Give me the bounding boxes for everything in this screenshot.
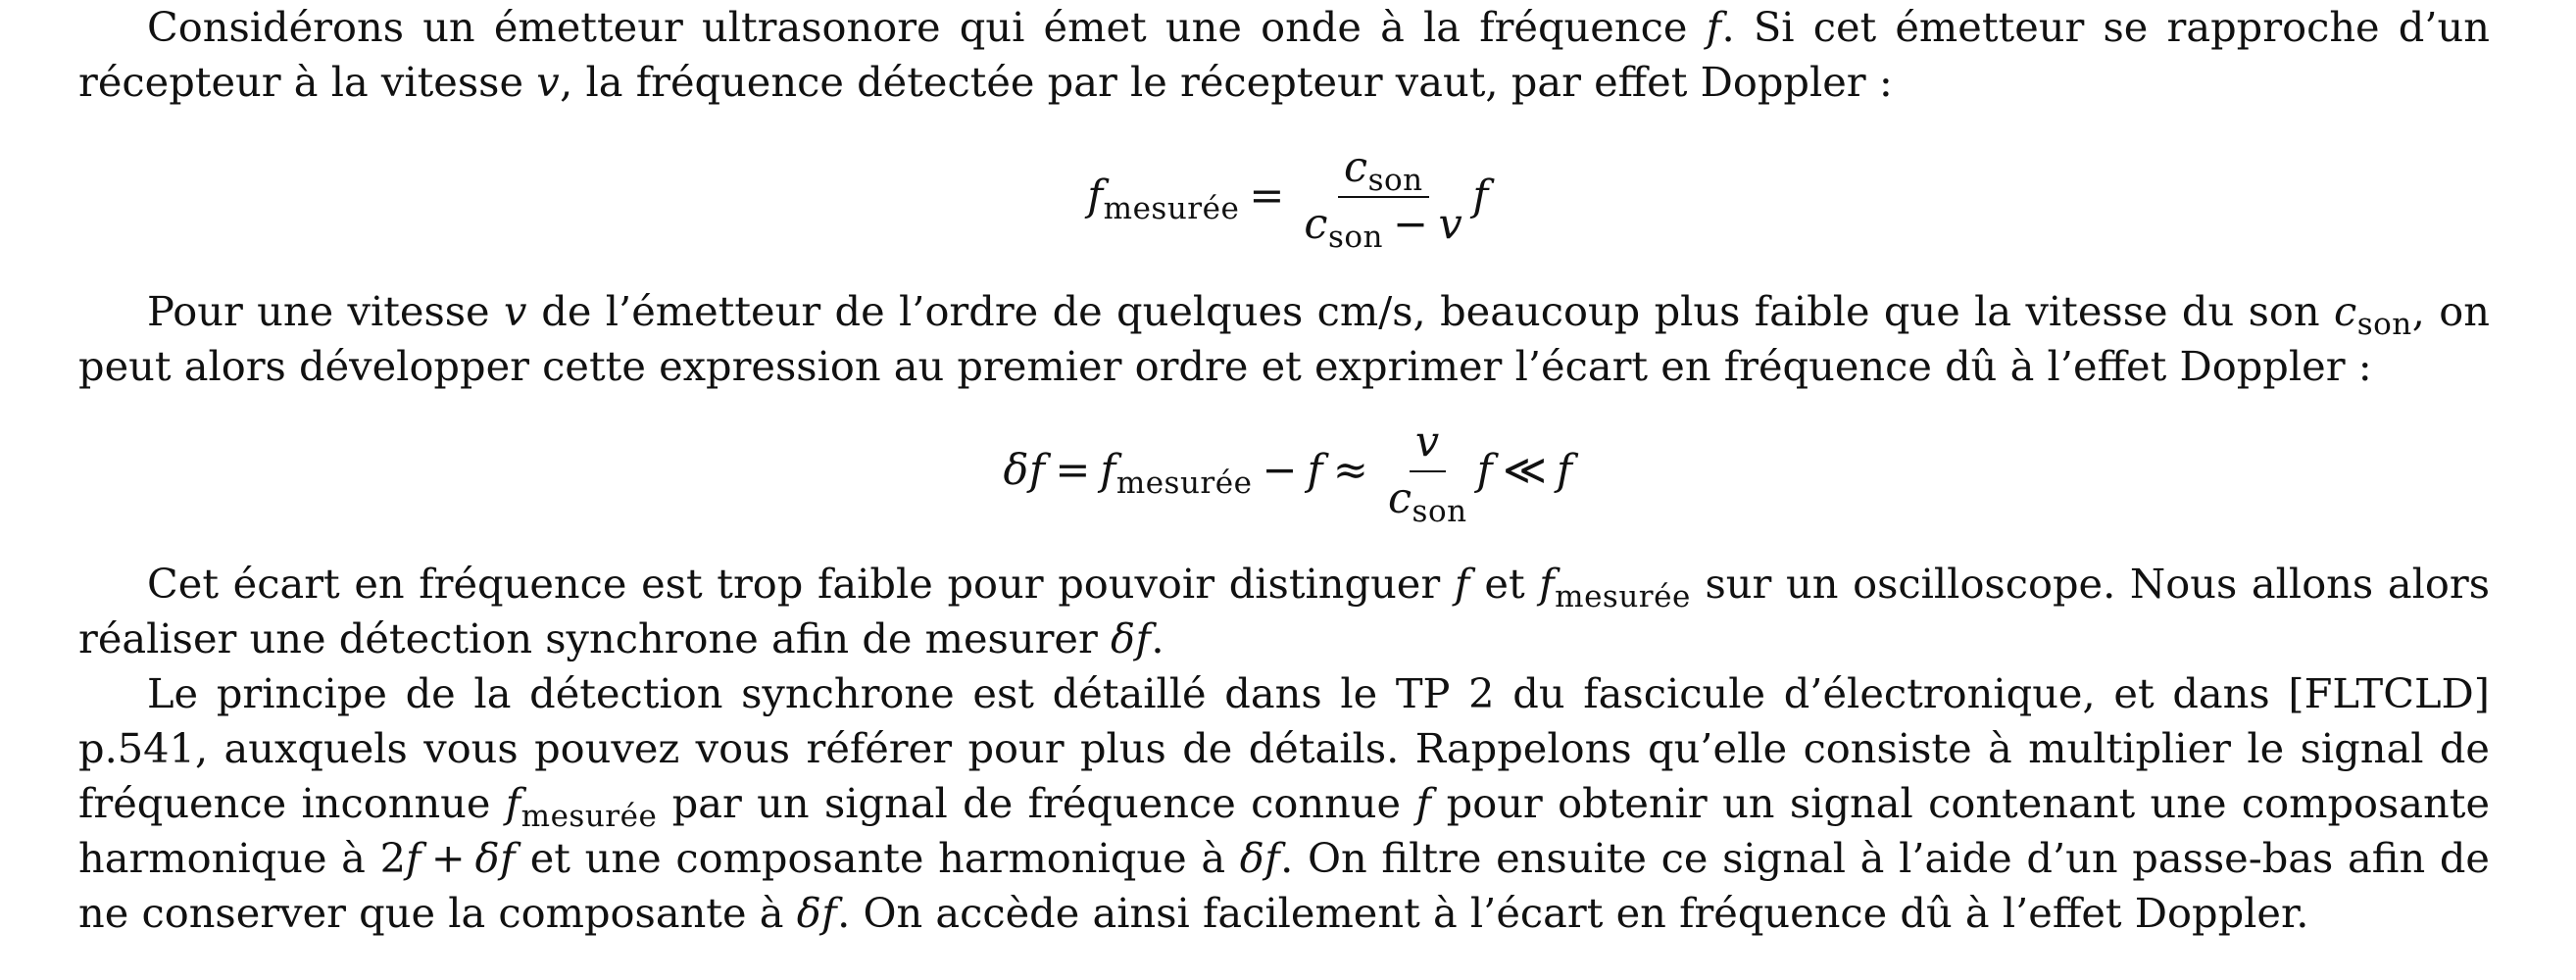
minus-sign: −: [1262, 446, 1298, 495]
fraction: [1382, 417, 1473, 529]
equals-sign: =: [1055, 446, 1091, 495]
paragraph-text: et une composante harmonique à: [516, 834, 1240, 882]
paragraph-text: Le principe de la détection synchrone est détaillé dans le TP 2 du fascicule d’électronique, et dans [FLTCLD] p.541, auxquels vous pouvez vous référer pour plus de détails. Rappelons qu’elle consiste à multiplier le signal de fréquence inconnue: [78, 669, 2490, 827]
equals-sign: =: [1249, 172, 1285, 220]
math-symbol: f: [1557, 446, 1573, 495]
paragraph-intro: [78, 0, 2490, 110]
math-symbol: $f_{mesurée}$: [505, 779, 658, 834]
paragraph-text: Considérons un émetteur ultrasonore qui émet une onde à la fréquence: [147, 3, 1707, 51]
math-symbol: f: [1307, 446, 1323, 495]
paragraph-text: . On filtre ensuite ce signal à l’aide d’un passe-bas afin de ne conserver que la composante à: [78, 834, 2490, 937]
math-symbol: δf: [1111, 614, 1152, 662]
fraction-numerator: v: [1410, 419, 1446, 472]
equation-lhs: δf: [1003, 446, 1046, 495]
equation-frequency-shift: [0, 417, 2576, 529]
fraction-denominator: $c_{son} - v$: [1304, 200, 1463, 255]
math-symbol: f: [1706, 3, 1722, 51]
math-symbol: f: [1415, 779, 1432, 827]
math-symbol: $c_{son}$: [2333, 287, 2412, 342]
paragraph-detection: [78, 557, 2490, 666]
plus-sign: +: [430, 834, 466, 882]
math-symbol: δf: [796, 889, 838, 937]
paragraph-principle: [78, 666, 2490, 941]
paragraph-text: et: [1469, 560, 1540, 608]
paragraph-text: par un signal de fréquence connue: [657, 779, 1416, 827]
math-symbol: f: [1472, 172, 1489, 220]
much-less-sign: ≪: [1503, 446, 1548, 495]
math-symbol: f: [406, 834, 421, 882]
math-symbol: δf: [474, 834, 517, 882]
math-symbol: v: [503, 287, 527, 335]
math-symbol: v: [536, 58, 561, 106]
math-symbol: f: [1454, 560, 1470, 608]
paragraph-text: , la fréquence détectée par le récepteur vaut, par effet Doppler :: [560, 58, 1893, 106]
paragraph-text: sur un oscilloscope. Nous allons alors réaliser une détection synchrone afin de mesurer: [78, 560, 2490, 662]
paragraph-text: , on peut alors développer cette expression au premier ordre et exprimer l’écart en fréquence dû à l’effet Doppler :: [78, 287, 2490, 390]
math-symbol: δf: [1239, 834, 1281, 882]
paragraph-approximation: [78, 284, 2490, 394]
paragraph-text: . On accède ainsi facilement à l’écart en fréquence dû à l’effet Doppler.: [837, 889, 2309, 937]
paragraph-text: .: [1151, 614, 1164, 662]
equation-doppler: [0, 143, 2576, 255]
math-symbol: $f_{mesurée}$: [1539, 560, 1691, 614]
fraction-numerator: $c_{son}$: [1338, 145, 1429, 198]
math-symbol: f: [1476, 446, 1493, 495]
fraction-denominator: $c_{son}$: [1387, 474, 1467, 529]
equation-lhs: $f_{mesurée}$: [1087, 172, 1240, 226]
paragraph-text: . Si cet émetteur se rapproche d’un récepteur à la vitesse: [78, 3, 2491, 106]
paragraph-text: Pour une vitesse: [147, 287, 504, 335]
fraction: [1298, 143, 1468, 255]
paragraph-text: Cet écart en fréquence est trop faible pour pouvoir distinguer: [147, 560, 1455, 608]
approx-sign: ≈: [1332, 446, 1368, 495]
math-symbol: $f_{mesurée}$: [1100, 446, 1253, 501]
paragraph-text: pour obtenir un signal contenant une composante harmonique à 2: [78, 779, 2490, 882]
paragraph-text: de l’émetteur de l’ordre de quelques cm/s, beaucoup plus faible que la vitesse du son: [526, 287, 2334, 335]
